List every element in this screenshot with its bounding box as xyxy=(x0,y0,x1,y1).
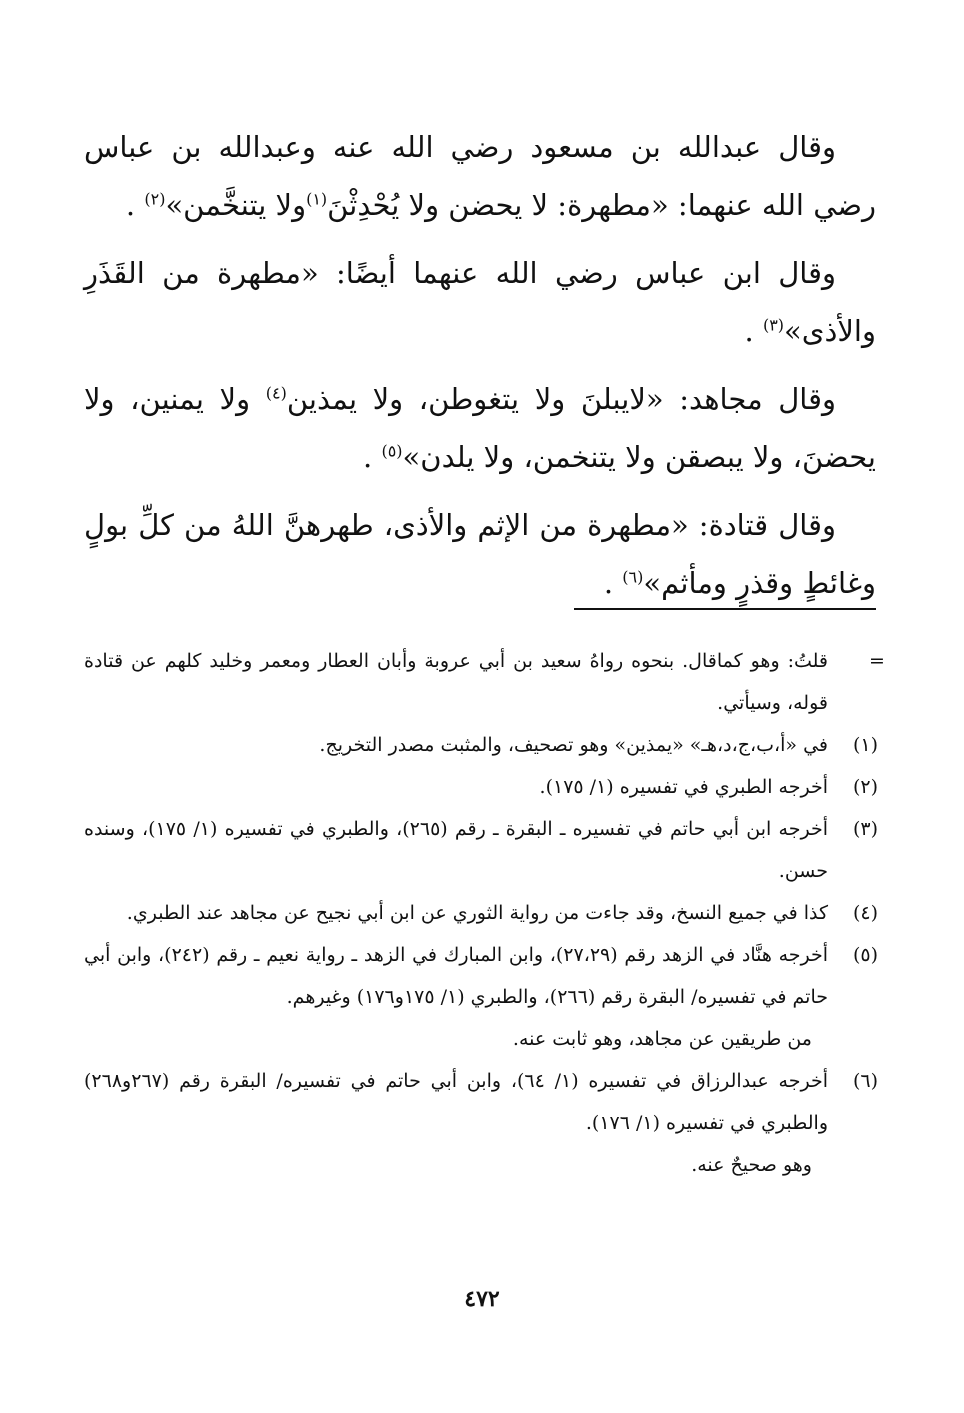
paragraph-end: . xyxy=(125,188,136,222)
footnote-note: وهو صحيحٌ عنه. xyxy=(691,1154,812,1176)
footnote-2 xyxy=(84,766,892,808)
footnote-number: (٥) xyxy=(852,944,878,966)
footnote-1 xyxy=(84,724,892,766)
footnote-text: قلتُ: وهو كماقال. بنحوه رواهُ سعيد بن أبي عروبة وأبان العطار ومعمر وخليد كلهم عن قتادة قوله، وسيأتي. xyxy=(84,650,828,714)
paragraph-qatada xyxy=(84,496,876,612)
footnote-ref: (٤) xyxy=(265,383,287,403)
footnote-note: من طريقين عن مجاهد، وهو ثابت عنه. xyxy=(512,1028,812,1050)
paragraph-end: . xyxy=(603,566,614,600)
footnote-number: (٣) xyxy=(852,818,878,840)
footnote-3 xyxy=(84,808,892,892)
paragraph-text: ولا يتنخَّمن» xyxy=(165,188,307,222)
paragraph-text: وقال قتادة: «مطهرة من الإثم والأذى، طهرهنَّ اللهُ من كلِّ بولٍ وغائطٍ وقذرٍ ومأثم» xyxy=(84,508,876,600)
page-number: ٤٧٢ xyxy=(464,1286,500,1312)
main-text xyxy=(84,118,876,622)
paragraph-text: وقال عبدالله بن مسعود رضي الله عنه وعبدالله بن عباس رضي الله عنهما: «مطهرة: لا يحضن ولا يُحْدِثْنَ xyxy=(84,130,876,222)
paragraph-text: وقال مجاهد: «لايبلنَ ولا يتغوطن، ولا يمذين xyxy=(286,382,837,416)
footnote-ref: (٥) xyxy=(381,441,403,461)
footnote-5 xyxy=(84,934,892,1060)
footnote-4 xyxy=(84,892,892,934)
continuation-mark: = xyxy=(869,650,885,672)
footnote-text: أخرجه هنَّاد في الزهد رقم (٢٧،٢٩)، وابن المبارك في الزهد ـ رواية نعيم ـ رقم (٢٤٢)، وابن أبي حاتم في تفسيره/ البقرة رقم (٢٦٦)، والطبري (١/ ١٧٥و١٧٦) وغيرهم. xyxy=(84,944,829,1008)
paragraph-ibn-masud xyxy=(84,118,876,234)
footnote-ref: (٣) xyxy=(762,315,785,335)
paragraph-end: . xyxy=(744,314,754,348)
footnote-ref: (٢) xyxy=(144,189,166,209)
footnote-number: (٦) xyxy=(852,1070,878,1092)
footnote-ref: (٦) xyxy=(622,567,644,587)
footnote-6 xyxy=(84,1060,892,1186)
footnote-text: في «أ،ب،ج،د،هـ» «يمذين» وهو تصحيف، والمثبت مصدر التخريج. xyxy=(319,734,828,756)
footnote-number: (٤) xyxy=(852,902,878,924)
footnote-ref: (١) xyxy=(306,189,328,209)
footnote-separator xyxy=(574,608,876,610)
footnote-number: (٢) xyxy=(852,776,878,798)
footnote-continuation xyxy=(84,640,892,724)
footnote-text: أخرجه ابن أبي حاتم في تفسيره ـ البقرة ـ رقم (٢٦٥)، والطبري في تفسيره (١/ ١٧٥)، وسنده حسن. xyxy=(84,818,828,882)
paragraph-text: ولا يمنين، ولا يحضنَ، ولا يبصقن ولا يتنخمن، ولا يلدن» xyxy=(84,382,876,474)
footnote-text: أخرجه عبدالرزاق في تفسيره (١/ ٦٤)، وابن أبي حاتم في تفسيره/ البقرة رقم (٢٦٧و٢٦٨) والطبري في تفسيره (١/ ١٧٦). xyxy=(84,1070,828,1134)
footnote-text: كذا في جميع النسخ، وقد جاءت من رواية الثوري عن ابن أبي نجيح عن مجاهد عند الطبري. xyxy=(126,902,828,924)
footnote-text: أخرجه الطبري في تفسيره (١/ ١٧٥). xyxy=(539,776,828,798)
footnote-number: (١) xyxy=(852,734,878,756)
paragraph-end: . xyxy=(363,440,373,474)
footnotes xyxy=(84,640,892,1186)
paragraph-mujahid xyxy=(84,370,876,486)
paragraph-ibn-abbas xyxy=(84,244,876,360)
paragraph-text: وقال ابن عباس رضي الله عنهما أيضًا: «مطهرة من القَذَرِ والأذى» xyxy=(84,256,876,348)
